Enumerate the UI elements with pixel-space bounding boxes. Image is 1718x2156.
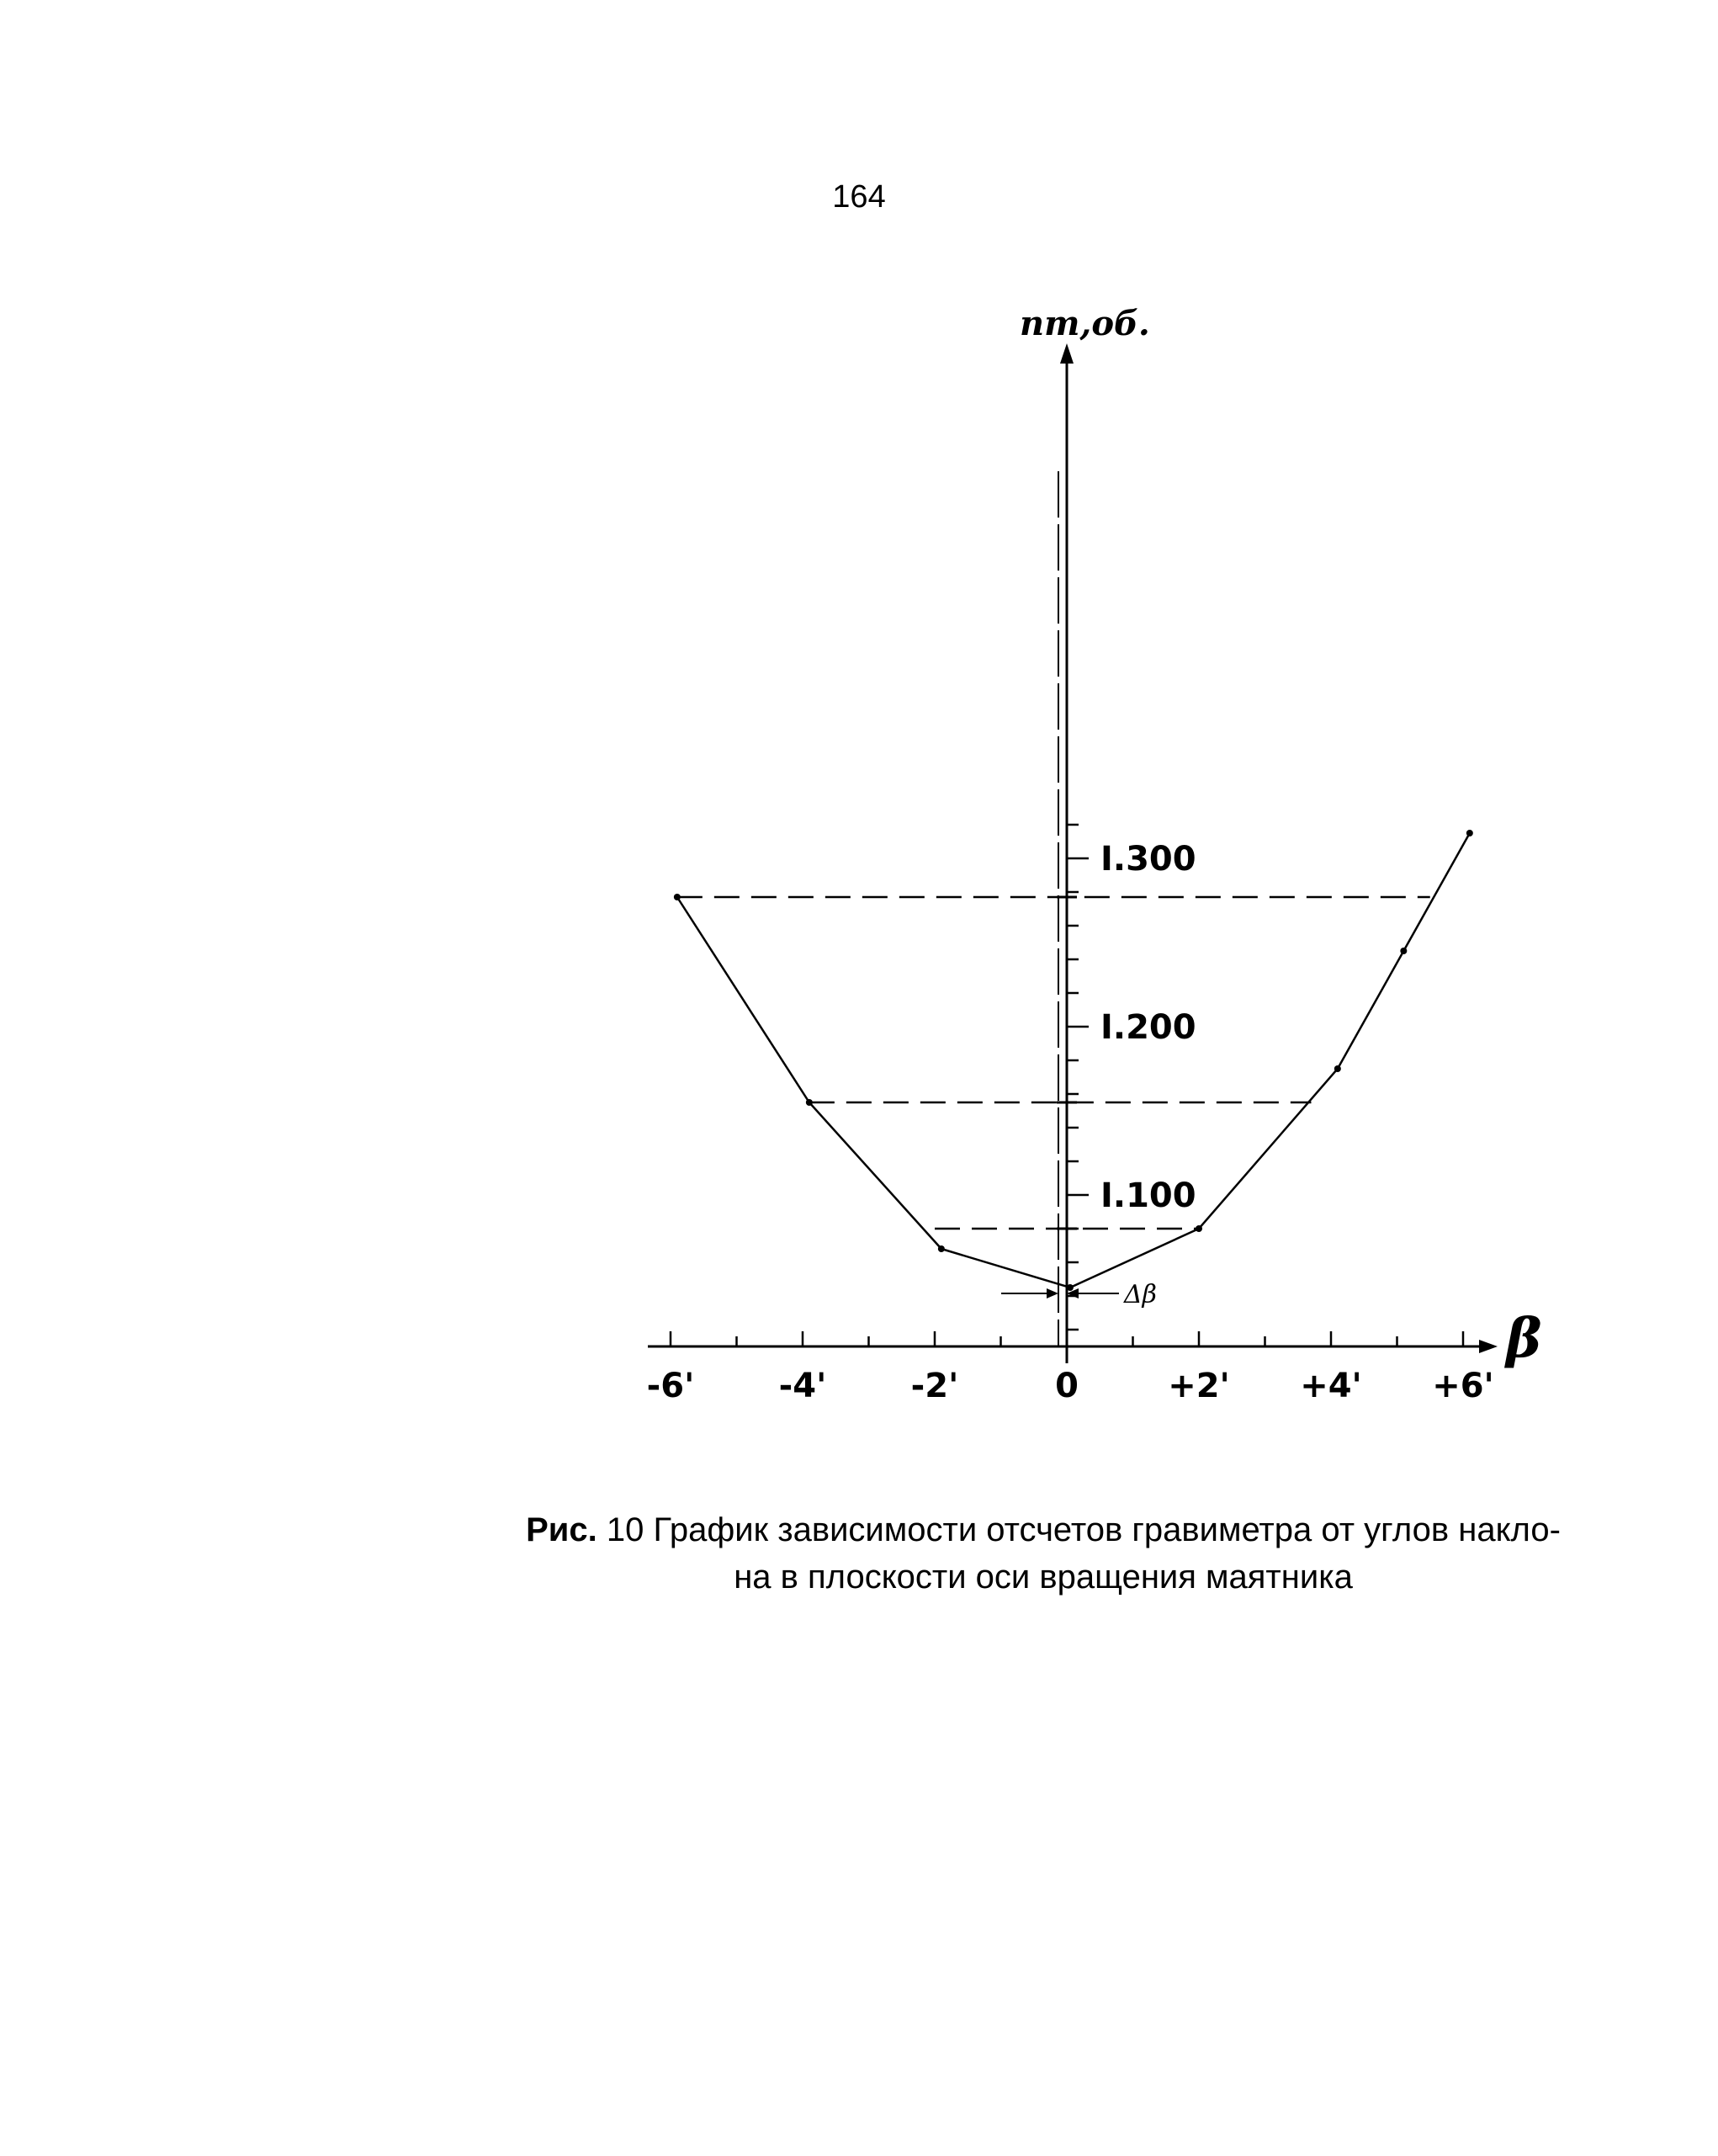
x-axis-arrow <box>1479 1340 1498 1353</box>
delta-beta-label: Δβ <box>1124 1280 1158 1309</box>
figure-caption <box>496 1506 1590 1601</box>
reference-levels <box>677 897 1430 1229</box>
y-axis-unit-label: nт,об. <box>1020 304 1150 343</box>
x-axis-unit-label: β <box>1506 1307 1542 1370</box>
caption-line-2: на в плоскости оси вращения маятника <box>734 1559 1353 1596</box>
data-point <box>806 1099 813 1106</box>
x-tick-label: -4' <box>778 1367 827 1405</box>
page-number: 164 <box>832 179 886 215</box>
y-ticks <box>1067 825 1196 1330</box>
data-point <box>1196 1225 1202 1232</box>
data-point <box>1067 1284 1074 1291</box>
caption-line-1 <box>496 1506 1590 1553</box>
x-tick-label: -2' <box>910 1367 959 1405</box>
caption-text: 10 График зависимости отсчетов гравиметра от углов накло- <box>597 1511 1561 1548</box>
x-tick-label: +4' <box>1300 1367 1362 1405</box>
y-tick-label: I.300 <box>1100 840 1196 879</box>
caption-prefix: Рис. <box>526 1511 597 1548</box>
axes <box>648 343 1498 1363</box>
y-tick-label: I.100 <box>1100 1176 1196 1215</box>
data-point <box>1466 830 1473 836</box>
data-point <box>1334 1065 1341 1072</box>
y-tick-label: I.200 <box>1100 1008 1196 1047</box>
x-tick-label: +2' <box>1168 1367 1230 1405</box>
x-tick-label: -6' <box>646 1367 695 1405</box>
x-tick-label: +6' <box>1432 1367 1494 1405</box>
data-point <box>938 1245 945 1252</box>
x-ticks <box>647 1331 1494 1405</box>
data-point <box>674 894 681 900</box>
data-point <box>1400 948 1407 954</box>
x-tick-label: 0 <box>1055 1367 1079 1405</box>
y-axis-arrow <box>1060 343 1074 364</box>
